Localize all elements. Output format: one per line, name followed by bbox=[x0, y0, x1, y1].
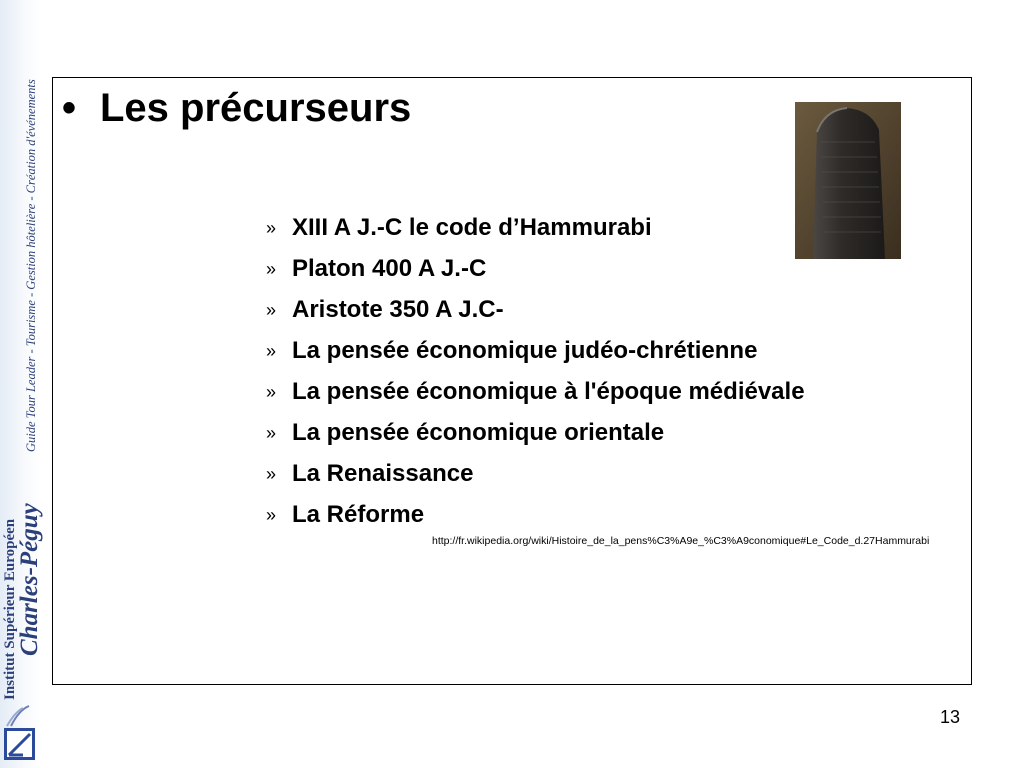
list-item bbox=[266, 415, 805, 456]
slide-title: Les précurseurs bbox=[100, 86, 412, 130]
item-marker: » bbox=[266, 382, 277, 402]
title-bullet: • bbox=[62, 86, 77, 130]
source-link[interactable]: http://fr.wikipedia.org/wiki/Histoire_de_la_pens%C3%A9e_%C3%A9conomique#Le_Code_d.27Hammurabi bbox=[432, 535, 930, 547]
item-text: XIII A J.-C le code d’Hammurabi bbox=[292, 214, 652, 241]
item-marker: » bbox=[266, 218, 277, 238]
item-text: La pensée économique orientale bbox=[292, 419, 665, 446]
item-text: La Réforme bbox=[292, 501, 425, 528]
list-item bbox=[266, 456, 805, 497]
item-marker: » bbox=[266, 505, 277, 525]
school-name: Institut Supérieur Européen bbox=[2, 518, 18, 700]
item-marker: » bbox=[266, 259, 277, 279]
sidebar-branding bbox=[0, 0, 43, 768]
hammurabi-stele-image bbox=[795, 102, 901, 259]
item-marker: » bbox=[266, 300, 277, 320]
list-item bbox=[266, 497, 805, 538]
list-item bbox=[266, 333, 805, 374]
list-item bbox=[266, 292, 805, 333]
item-text: Platon 400 A J.-C bbox=[292, 255, 487, 282]
page-number: 13 bbox=[940, 707, 961, 727]
item-text: La pensée économique à l'époque médiévale bbox=[292, 378, 805, 405]
item-marker: » bbox=[266, 423, 277, 443]
school-logo-icon bbox=[3, 704, 36, 762]
item-text: La pensée économique judéo-chrétienne bbox=[292, 337, 758, 364]
list-item bbox=[266, 251, 805, 292]
item-text: Aristote 350 A J.C- bbox=[292, 296, 504, 323]
precursors-list bbox=[266, 210, 805, 538]
list-item bbox=[266, 374, 805, 415]
item-text: La Renaissance bbox=[292, 460, 474, 487]
item-marker: » bbox=[266, 464, 277, 484]
brand-name: Charles-Péguy bbox=[16, 503, 43, 656]
item-marker: » bbox=[266, 341, 277, 361]
list-item bbox=[266, 210, 805, 251]
tagline: Guide Tour Leader - Tourisme - Gestion hôtelière - Création d'événements bbox=[24, 79, 38, 452]
